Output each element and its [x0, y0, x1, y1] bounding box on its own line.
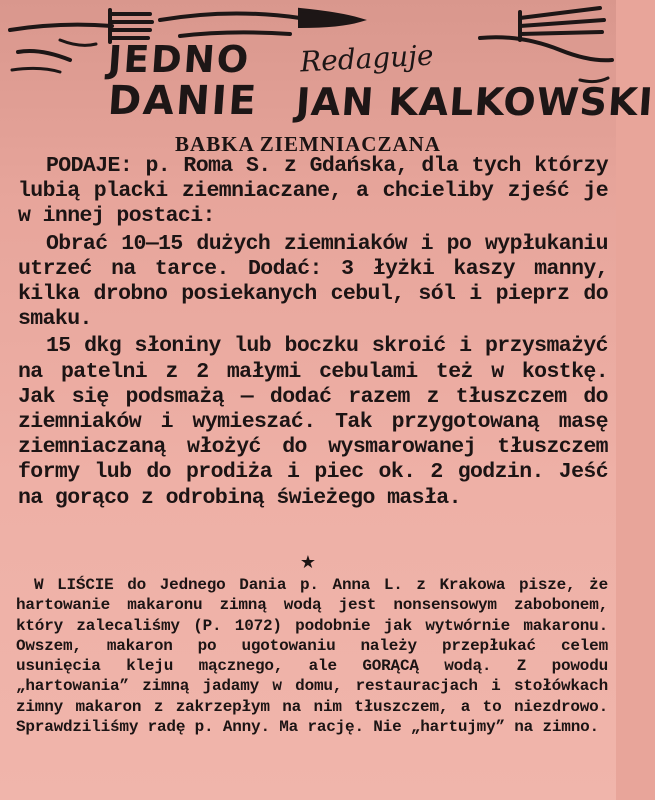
letter-person: p. Anna L.	[300, 576, 403, 594]
recipe-intro	[18, 154, 608, 230]
editor-name: JAN KALKOWSKI	[294, 80, 655, 124]
separator-star: ★	[299, 552, 317, 573]
recipe-title: BABKA ZIEMNIACZANA	[175, 132, 441, 156]
recipe-paragraph: 15 dkg słoniny lub boczku skroić i przysmażyć na patelni z 2 małymi cebulami też w kostkę. Jak się podsmażą — dodać razem z tłuszczem do ziemniaków i wymieszać. Tak przygotowaną masę ziemniaczaną włożyć do wysmarowanej tłuszczem formy lub do prodiża i piec ok. 2 godzin. Jeść na gorąco z odrobiną świeżego masła.	[18, 334, 608, 510]
letter-paragraph	[16, 575, 608, 737]
letter-emphasis: GORĄCĄ	[362, 657, 419, 676]
recipe-paragraph: Obrać 10—15 dużych ziemniaków i po wypłukaniu utrzeć na tarce. Dodać: 3 łyżki kaszy manny, kilka drobno posiekanych cebul, sól i pieprz do smaku.	[18, 231, 608, 332]
letter-part1: do Jednego Dania	[127, 576, 287, 594]
letter-part3: wodą. Z powodu „hartowania” zimną jadamy w domu, restauracjach i stołówkach zimny makaron z zakrzepłym na nim tłuszczem, a to niezdrowo. Sprawdziliśmy radę p. Anny. Ma rację. Nie „hartujmy” na zimno.	[16, 657, 609, 737]
editor-label: Redaguje	[299, 38, 435, 79]
reader-letter	[16, 575, 608, 737]
header-title-line2: DANIE	[106, 78, 260, 124]
knife-icon	[160, 10, 360, 36]
letter-part2: z Krakowa pisze, że hartowanie makaronu zimną wodą jest nonsensowym zabobonem, który zalecaliśmy (P. 1072) podobnie jak wytwórnie makaronu. Owszem, makaron po ugotowaniu należy przepłukać celem usunięcia kleju mącznego, ale	[16, 576, 608, 676]
letter-lead: W LIŚCIE	[34, 576, 114, 594]
header-title-line1: JEDNO	[106, 38, 252, 81]
fork-icon-right	[480, 8, 612, 60]
intro-text: z Gdańska, dla tych którzy lubią placki ziemniaczane, a chcieliby zjeść je w innej postaci:	[18, 154, 609, 229]
column-header	[0, 0, 655, 128]
intro-person: p. Roma S.	[145, 154, 271, 178]
recipe-body	[18, 154, 608, 511]
intro-lead: PODAJE:	[46, 154, 133, 178]
